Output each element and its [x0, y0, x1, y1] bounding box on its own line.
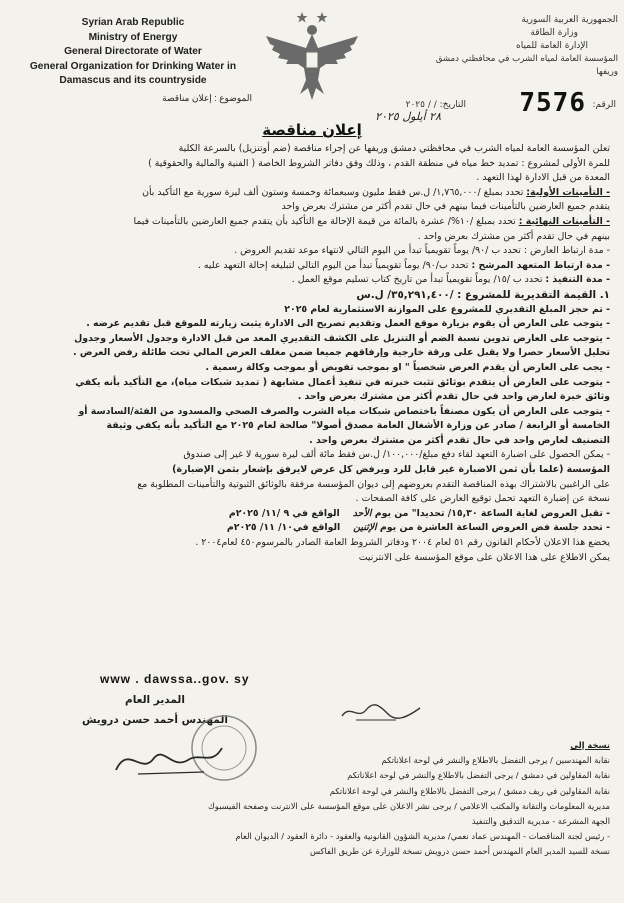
ar-line-2: وزارة الطاقة	[530, 28, 578, 38]
reference-row	[180, 88, 616, 123]
initial-insurance-label: - التأمينات الأولية:	[526, 186, 610, 198]
final-insurance-label: - التأمينات النهائية :	[518, 215, 610, 227]
final-insurance-text-2: بينهم في حال تقدم أكثر من مشترك بعرض واحد .	[417, 230, 610, 242]
copy-line-3: نقابة المقاولين في ريف دمشق / يرجى التفضل بالاطلاع والنشر في لوحة اعلاناتكم	[329, 785, 610, 796]
intro-line-2: للمرة الأولى لمشروع : تمديد خط مياه في منطقة القدم ، وذلك وفق دفاتر الشروط الخاصة ( الفنية والمالية والحقوقية )	[148, 157, 610, 169]
copy-line-2: نقابة المقاولين في دمشق / يرجى التفضل بالاطلاع والنشر في لوحة اعلاناتكم	[347, 770, 610, 781]
execution-period-text: تحدد ب /١٥/ يوماً تقويمياً تبدأ من تاريخ كتاب تسليم موقع العمل .	[291, 274, 543, 286]
page-title: إعلان مناقصة	[262, 121, 362, 139]
prices-line-2: تحليل الأسعار حصرا ولا يقبل على ورقة خارجية وإرفاقهم جميعا ضمن مغلف العرض المالي تحت طائلة رفض العرض .	[73, 347, 610, 359]
opening-date: الواقع في١٠/ ١١/ ٢٠٢٥م	[226, 522, 341, 534]
in-person-line: - يجب على العارض أن يقدم العرض شخصياً " او بموجب تفويض أو بموجب وكالة رسمية .	[205, 361, 610, 373]
en-line-3: General Directorate of Water	[64, 46, 202, 57]
director-title: المدير العام	[125, 694, 185, 706]
copy-line-6: - رئيس لجنة المناقصات - المهندس عماد نعمي/ مديرية الشؤون القانونية والعقود - دائرة العقود / الديوان العام	[235, 831, 610, 842]
date-handwritten: ٢٨ أيلول ٢٠٢٥	[375, 110, 441, 123]
submit-line-2: نسخة عن إضبارة التعهد تحمل توقيع العارض على كافة الصفحات .	[355, 493, 610, 505]
intro-line-1: تعلن المؤسسة العامة لمياه الشرب في محافظتي دمشق وريفها عن إجراء مناقصة (ضم أوتنزيل) بالسرعة الكلية	[178, 143, 610, 154]
deadline-label: - تقبل العروض لغاية الساعة ١٥,٣٠/ تحديدا" من يوم	[374, 507, 610, 519]
offer-period: - مدة ارتباط العارض : تحدد ب /٩٠/ يوماً تقويمياً تبدأ من اليوم التالي لانتهاء موعد تقديم العروض .	[234, 245, 610, 257]
classification-line-3: التصنيف لعارض واحد في حال تقدم أكثر من مشترك بعرض واحد .	[309, 434, 610, 446]
date-label: التاريخ: / / ٢٠٢٥	[405, 100, 466, 110]
web-note: يمكن الاطلاع على هذا الاعلان على موقع المؤسسة على الانترنيت	[358, 551, 610, 563]
copy-line-4: مديرية المعلومات والتقانة والمكتب الاعلامي / يرجى نشر الاعلان على موقع المؤسسة على الانترنت وصفحة الفيسبوك	[207, 800, 610, 811]
copies-list	[12, 738, 610, 860]
ref-number: 7576	[519, 88, 586, 118]
deadline-day-handwritten: الأحد	[352, 507, 372, 519]
copy-line-1: نقابة المهندسين / يرجى التفضل بالاطلاع والنشر في لوحة اعلاناتكم	[381, 755, 610, 766]
booklet-line-2: المؤسسة (علما بأن ثمن الاضبارة غير قابل للرد ويرفض كل عرض لايرفق بإشعار بثمن الإضبارة)	[172, 464, 610, 476]
ar-line-1: الجمهورية العربية السورية	[521, 15, 618, 25]
ar-line-3: الإدارة العامة للمياه	[516, 41, 588, 51]
ref-label: الرقم:	[592, 100, 616, 110]
handwritten-initials-icon	[336, 698, 426, 724]
intro-line-3: المعدة من قبل الادارة لهذا التعهد .	[476, 172, 610, 184]
final-insurance-text: تحدد بمبلغ /١٠%/ عشرة بالمائة من قيمة الإحالة مع التأكيد بأن يتقدم جميع العارضين بالتأمينات فيما	[133, 215, 516, 227]
experience-line-2: وثائق خبرة لعارض واحد في حال تقدم أكثر من مشترك بعرض واحد .	[297, 391, 610, 403]
en-line-5: Damascus and its countryside	[59, 75, 207, 86]
law-line: يخضع هذا الاعلان لأحكام القانون رقم ٥١ لعام ٢٠٠٤ ودفاتر الشروط العامة الصادر بالمرسوم٤٥٠ لعام٢٠٠٤ .	[195, 537, 610, 549]
prices-line-1: - يتوجب على العارض تدوين نسبة الضم أو التنزيل على الكشف التقديري المعد من قبل الادارة وجدول الأسعار وجدول	[74, 332, 610, 344]
subject-line: الموضوع : إعلان مناقصة	[162, 92, 252, 103]
announcement-body	[20, 142, 610, 565]
deadline-date: الواقع في ٩ /١١/ ٢٠٢٥م	[228, 507, 340, 519]
execution-period-label: - مدة التنفيذ :	[545, 274, 610, 286]
booklet-line-1: - يمكن الحصول على اضبارة التعهد لقاء دفع مبلغ/١٠٠,٠٠٠/ ل.س فقط مائة ألف ليرة سورية لا غير إلى صندوق	[183, 449, 610, 461]
site-visit-line: - يتوجب على العارض أن يقوم بزيارة موقع العمل وتقديم تصريح الى الادارة يثبت زيارته للموقع قبل تقديم عرضه .	[86, 318, 610, 330]
estimate-label: ١. القيمة التقديرية للمشروع :	[457, 288, 610, 301]
copies-heading: نسخة إلى	[570, 740, 610, 750]
ar-line-4: المؤسسة العامة لمياه الشرب في محافظتي دمشق وريفها	[435, 54, 618, 77]
opening-day-handwritten: الإثنين	[353, 522, 377, 534]
copy-line-5: الجهة المشرعة - مديرية التدقيق والتنفيذ	[471, 816, 610, 827]
header-arabic	[418, 14, 618, 79]
classification-line-1: - يتوجب على العارض أن يكون مصنفاً باختصاص شبكات مياه الشرب والصرف الصحي والمسدود من الفئة/السادسة أو	[78, 405, 610, 417]
initial-insurance-text: تحدد بمبلغ /١,٧٦٥,٠٠٠/ ل.س فقط مليون وسبعمائة وخمسة وستون ألف ليرة سورية مع التأكيد بأن	[142, 186, 524, 198]
website-url: www . dawssa..gov. sy	[100, 672, 250, 686]
classification-line-2: الخامسة أو الرابعة / صادر عن وزارة الأشغال العامة مصدق أصولا" صالحة لعام ٢٠٢٥ مع التأكيد بأنه يكفي وثيقة	[106, 420, 610, 432]
en-line-2: Ministry of Energy	[88, 31, 178, 43]
winner-period-text: تحدد ب/٩٠/ يوماً تقويمياً تبدأ من اليوم التالي لتبليغه إحالة التعهد عليه .	[197, 259, 469, 271]
experience-line-1: - يتوجب على العارض أن يتقدم بوثائق تثبت خبرته في تنفيذ أعمال مشابهة ( تمديد شبكات مياه)، مع التأكيد بأنه يكفي	[75, 376, 610, 388]
budget-line: - تم حجز المبلغ التقديري للمشروع على الموازنة الاستثمارية لعام ٢٠٢٥	[284, 303, 610, 315]
estimate-value: /٣٥,٢٩١,٤٠٠/ ل.س	[356, 288, 454, 301]
en-line-4: General Organization for Drinking Water in	[29, 60, 237, 72]
winner-period-label: - مدة ارتباط المتعهد المرشح :	[471, 259, 610, 271]
copy-line-7: نسخة للسيد المدير العام المهندس أحمد حسن درويش نسخة للوزارة عن طريق الفاكس	[309, 846, 610, 857]
en-line-1: Syrian Arab Republic	[81, 17, 185, 28]
opening-label: - تحدد جلسة فض العروض الساعة العاشرة من يوم	[379, 522, 610, 534]
initial-insurance-text-2: يتقدم جميع العارضين بالتأمينات فيما بينهم في حال تقدم أكثر من مشترك بعرض واحد	[281, 201, 610, 213]
director-name: المهندس أحمد حسن درويش	[81, 714, 229, 726]
submit-line-1: على الراغبين بالاشتراك بهذه المناقصة التقدم بعروضهم إلى ديوان المؤسسة مرفقة بالوثائق الثبوتية والتأمينات المطلوبة مع	[137, 478, 610, 490]
